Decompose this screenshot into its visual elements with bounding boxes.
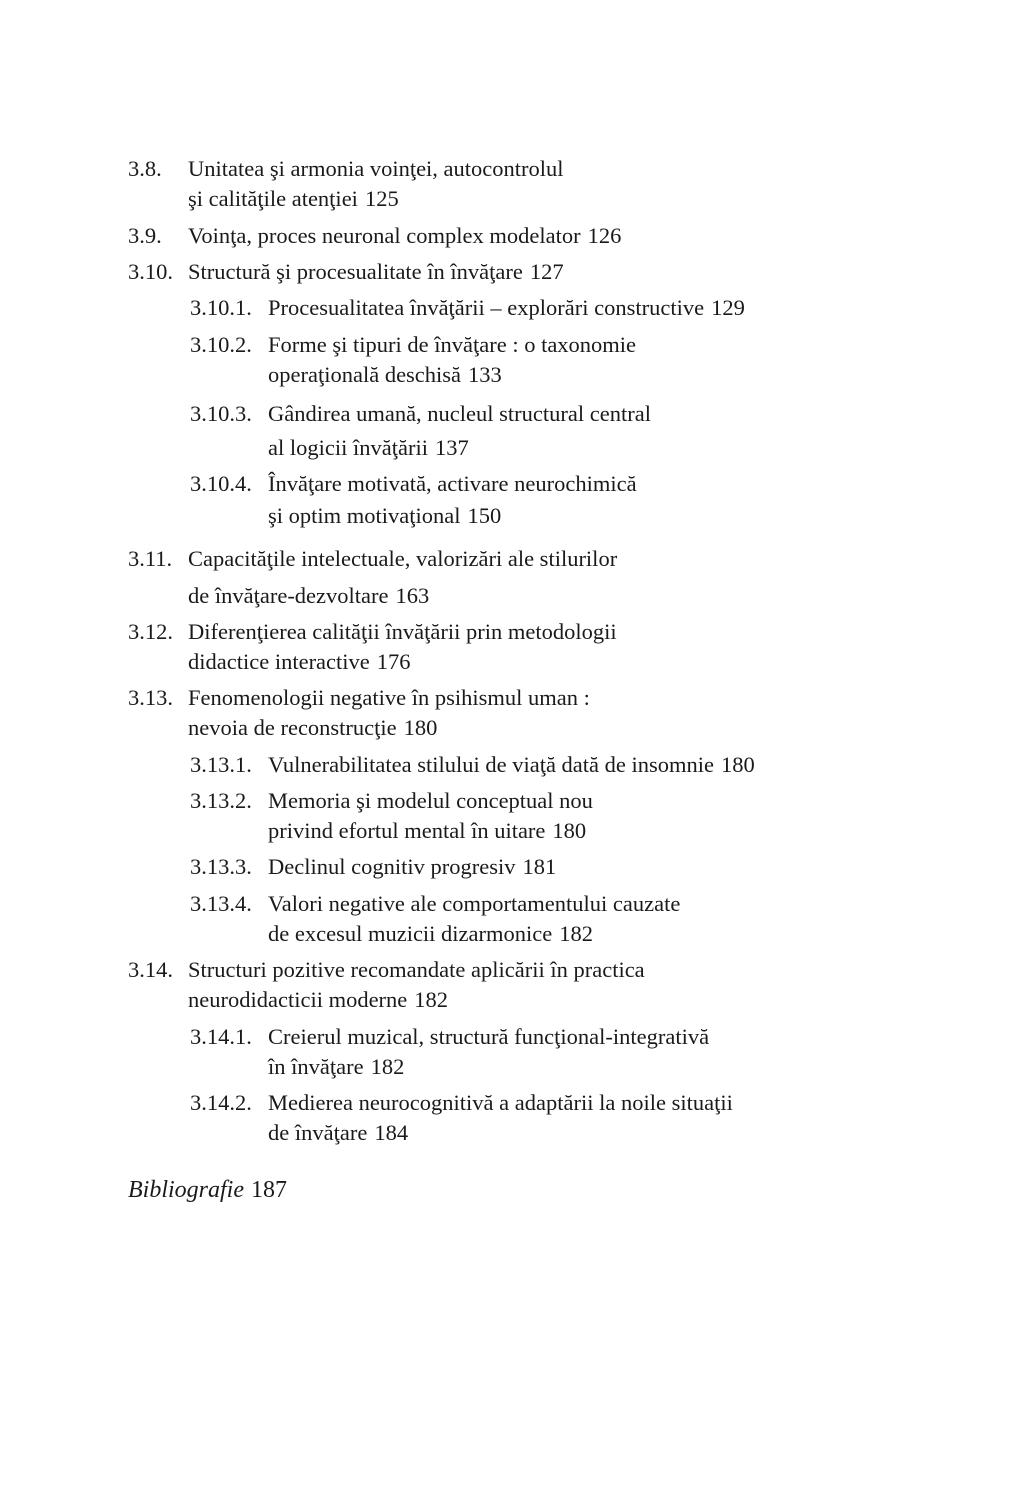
toc-number: 3.14.1. [190,1024,252,1049]
toc-page-number: 127 [529,259,564,284]
toc-title-continued: didactice interactive [188,649,370,674]
toc-title: Voinţa, proces neuronal complex modelator [188,223,581,248]
toc-number: 3.14. [128,957,173,982]
toc-title: Forme şi tipuri de învăţare : o taxonomie [268,332,637,357]
toc-title: Valori negative ale comportamentului cauzate [268,891,681,916]
toc-number: 3.13.3. [190,854,252,879]
toc-title: Vulnerabilitatea stilului de viaţă dată de insomnie [268,752,715,777]
toc-title-continued: în învăţare [268,1054,364,1079]
toc-page-number: 184 [374,1120,409,1145]
toc-title-continued: şi optim motivaţional [268,503,461,528]
toc-number: 3.12. [128,619,173,644]
toc-title: Capacităţile intelectuale, valorizări ale stilurilor [188,546,618,571]
toc-title: Procesualitatea învăţării – explorări constructive [268,295,705,320]
toc-page-number: 180 [552,818,587,843]
toc-number: 3.11. [128,546,173,571]
toc-number: 3.10.3. [190,401,252,426]
toc-page-number: 126 [587,223,622,248]
toc-number: 3.10. [128,259,173,284]
toc-page-number: 182 [559,921,593,946]
toc-title-continued: operaţională deschisă [268,362,462,387]
toc-page-number: 150 [467,503,502,528]
toc-title: Gândirea umană, nucleul structural central [268,401,651,426]
toc-title-continued: nevoia de reconstrucţie [188,715,397,740]
toc-page-number: 133 [468,362,502,387]
toc-title-continued: al logicii învăţării [268,435,428,460]
toc-page-number: 182 [414,987,449,1012]
toc-page-number: 129 [711,295,745,320]
toc-title: Învăţare motivată, activare neurochimică [268,471,637,496]
toc-title-continued: privind efortul mental în uitare [268,818,546,843]
toc-number: 3.13.4. [190,891,252,916]
toc-page-number: 182 [370,1054,405,1079]
toc-page-number: 137 [434,435,469,460]
toc-page-number: 181 [522,854,557,879]
toc-title: Memoria şi modelul conceptual nou [268,788,593,813]
toc-title: Medierea neurocognitivă a adaptării la noile situaţii [268,1090,733,1115]
toc-title: Fenomenologii negative în psihismul uman : [188,685,590,710]
toc-title-continued: şi calităţile atenţiei [188,186,358,211]
toc-page-number: 176 [376,649,411,674]
toc-title: Diferenţierea calităţii învăţării prin metodologii [188,619,617,644]
toc-title: Creierul muzical, structură funcţional-integrativă [268,1024,710,1049]
toc-page-number: 180 [403,715,438,740]
bibliography-title: Bibliografie [128,1177,244,1203]
toc-title: Structuri pozitive recomandate aplicării în practica [188,957,645,982]
toc-number: 3.13.1. [190,752,252,777]
toc-title-continued: de învăţare [268,1120,368,1145]
toc-page-number: 163 [395,583,430,608]
toc-number: 3.13.2. [190,788,252,813]
toc-number: 3.13. [128,685,173,710]
toc-number: 3.9. [128,223,162,248]
toc-title-continued: neurodidacticii moderne [188,987,408,1012]
toc-number: 3.8. [128,156,162,181]
toc-title: Declinul cognitiv progresiv [268,854,516,879]
toc-number: 3.14.2. [190,1090,252,1115]
toc-number: 3.10.2. [190,332,252,357]
toc-number: 3.10.4. [190,471,252,496]
toc-title: Unitatea şi armonia voinţei, autocontrolul [188,156,564,181]
toc-title-continued: de învăţare-dezvoltare [188,583,389,608]
toc-page-number: 125 [364,186,399,211]
toc-page-number: 187 [251,1177,287,1203]
toc-title-continued: de excesul muzicii dizarmonice [268,921,553,946]
toc-number: 3.10.1. [190,295,252,320]
toc-title: Structură şi procesualitate în învăţare [188,259,523,284]
toc-page-number: 180 [721,752,755,777]
